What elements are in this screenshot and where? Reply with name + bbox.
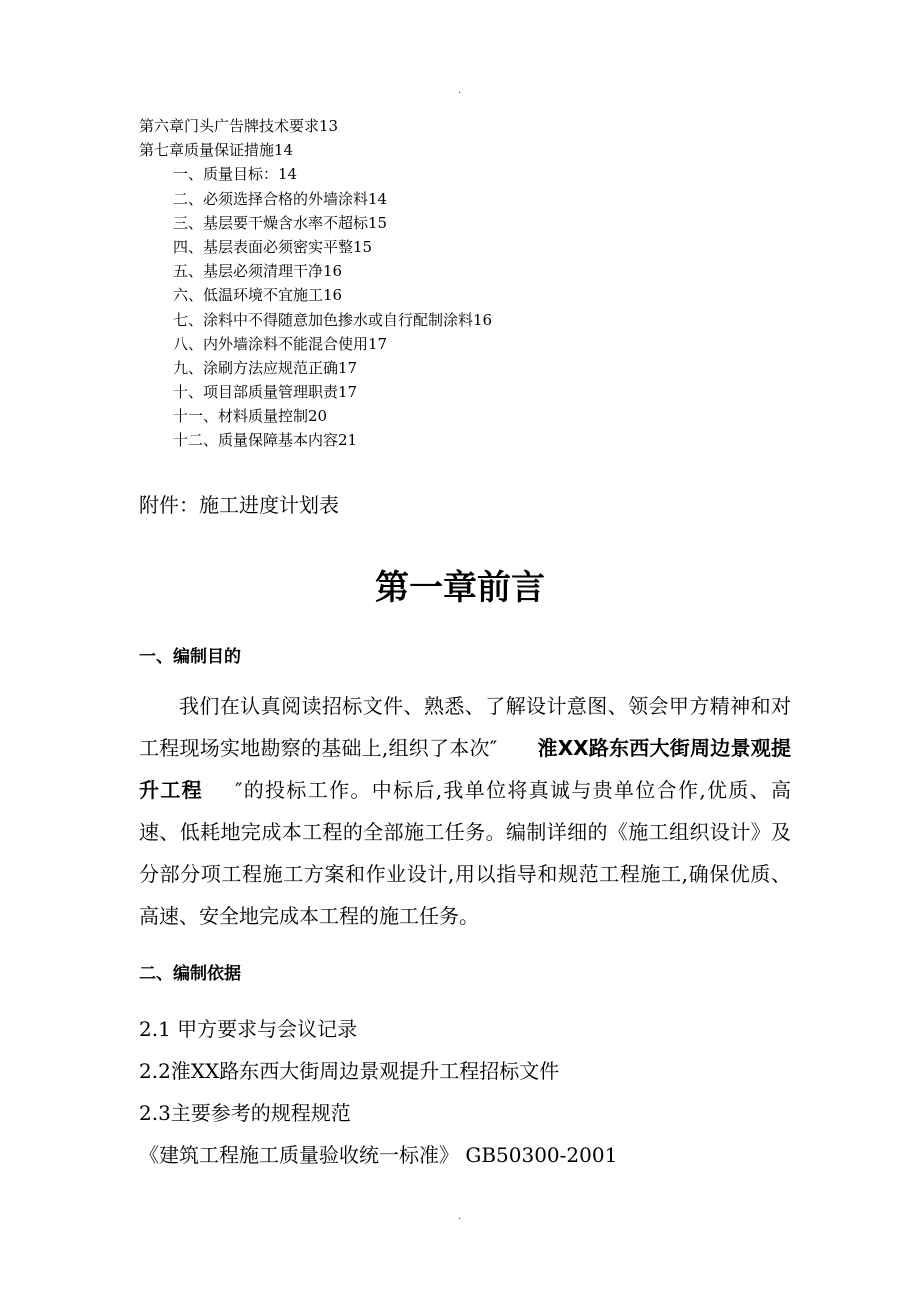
basis-item: 《建筑工程施工质量验收统一标准》 GB50300-2001 <box>139 1143 618 1167</box>
toc-item: 八、内外墙涂料不能混合使用17 <box>173 334 388 353</box>
toc-item: 五、基层必须清理干净16 <box>173 262 343 281</box>
basis-item: 2.1 甲方要求与会议记录 <box>139 1017 358 1041</box>
footer-mark: . <box>458 1211 462 1222</box>
basis-item: 2.2淮XX路东西大街周边景观提升工程招标文件 <box>139 1059 560 1083</box>
section-heading: 一、编制目的 <box>139 647 241 667</box>
chapter-title: 第一章前言 <box>375 568 545 608</box>
toc-chapter: 第七章质量保证措施14 <box>139 141 294 160</box>
appendix-line: 附件：施工进度计划表 <box>139 493 339 517</box>
table-of-contents <box>139 114 859 453</box>
project-name: 淮XX路东西大街周边景观提升工程 <box>139 736 792 802</box>
toc-item: 十、项目部质量管理职责17 <box>173 383 358 402</box>
toc-chapter: 第六章门头广告牌技术要求13 <box>139 117 339 135</box>
section-heading: 二、编制依据 <box>139 964 241 984</box>
toc-item: 四、基层表面必须密实平整15 <box>173 237 373 256</box>
toc-item: 六、低温环境不宜施工16 <box>173 286 343 305</box>
paragraph-text-start: 我们在认真阅读招标文件、熟悉、了解设计意图、领会甲方精神和对工程现场实地勘察的基础上,组织了本次″ <box>139 694 791 760</box>
body-paragraph <box>139 685 791 937</box>
toc-item: 七、涂料中不得随意加色掺水或自行配制涂料16 <box>173 310 493 329</box>
toc-item: 九、涂刷方法应规范正确17 <box>173 358 358 377</box>
basis-list <box>139 1008 617 1176</box>
header-mark: . <box>458 85 462 96</box>
toc-item: 一、质量目标：14 <box>173 165 298 184</box>
basis-item: 2.3主要参考的规程规范 <box>139 1101 351 1125</box>
toc-item: 十一、材料质量控制20 <box>173 407 328 426</box>
toc-item: 二、必须选择合格的外墙涂料14 <box>173 189 388 208</box>
toc-item: 三、基层要干燥含水率不超标15 <box>173 213 388 232</box>
toc-item: 十二、质量保障基本内容21 <box>173 431 358 450</box>
paragraph-text-end: ″的投标工作。中标后,我单位将真诚与贵单位合作,优质、高速、低耗地完成本工程的全部施工任务。编制详细的《施工组织设计》及分部分项工程施工方案和作业设计,用以指导和规范工程施工,确保优质、高速、安全地完成本工程的施工任务。 <box>139 778 792 928</box>
